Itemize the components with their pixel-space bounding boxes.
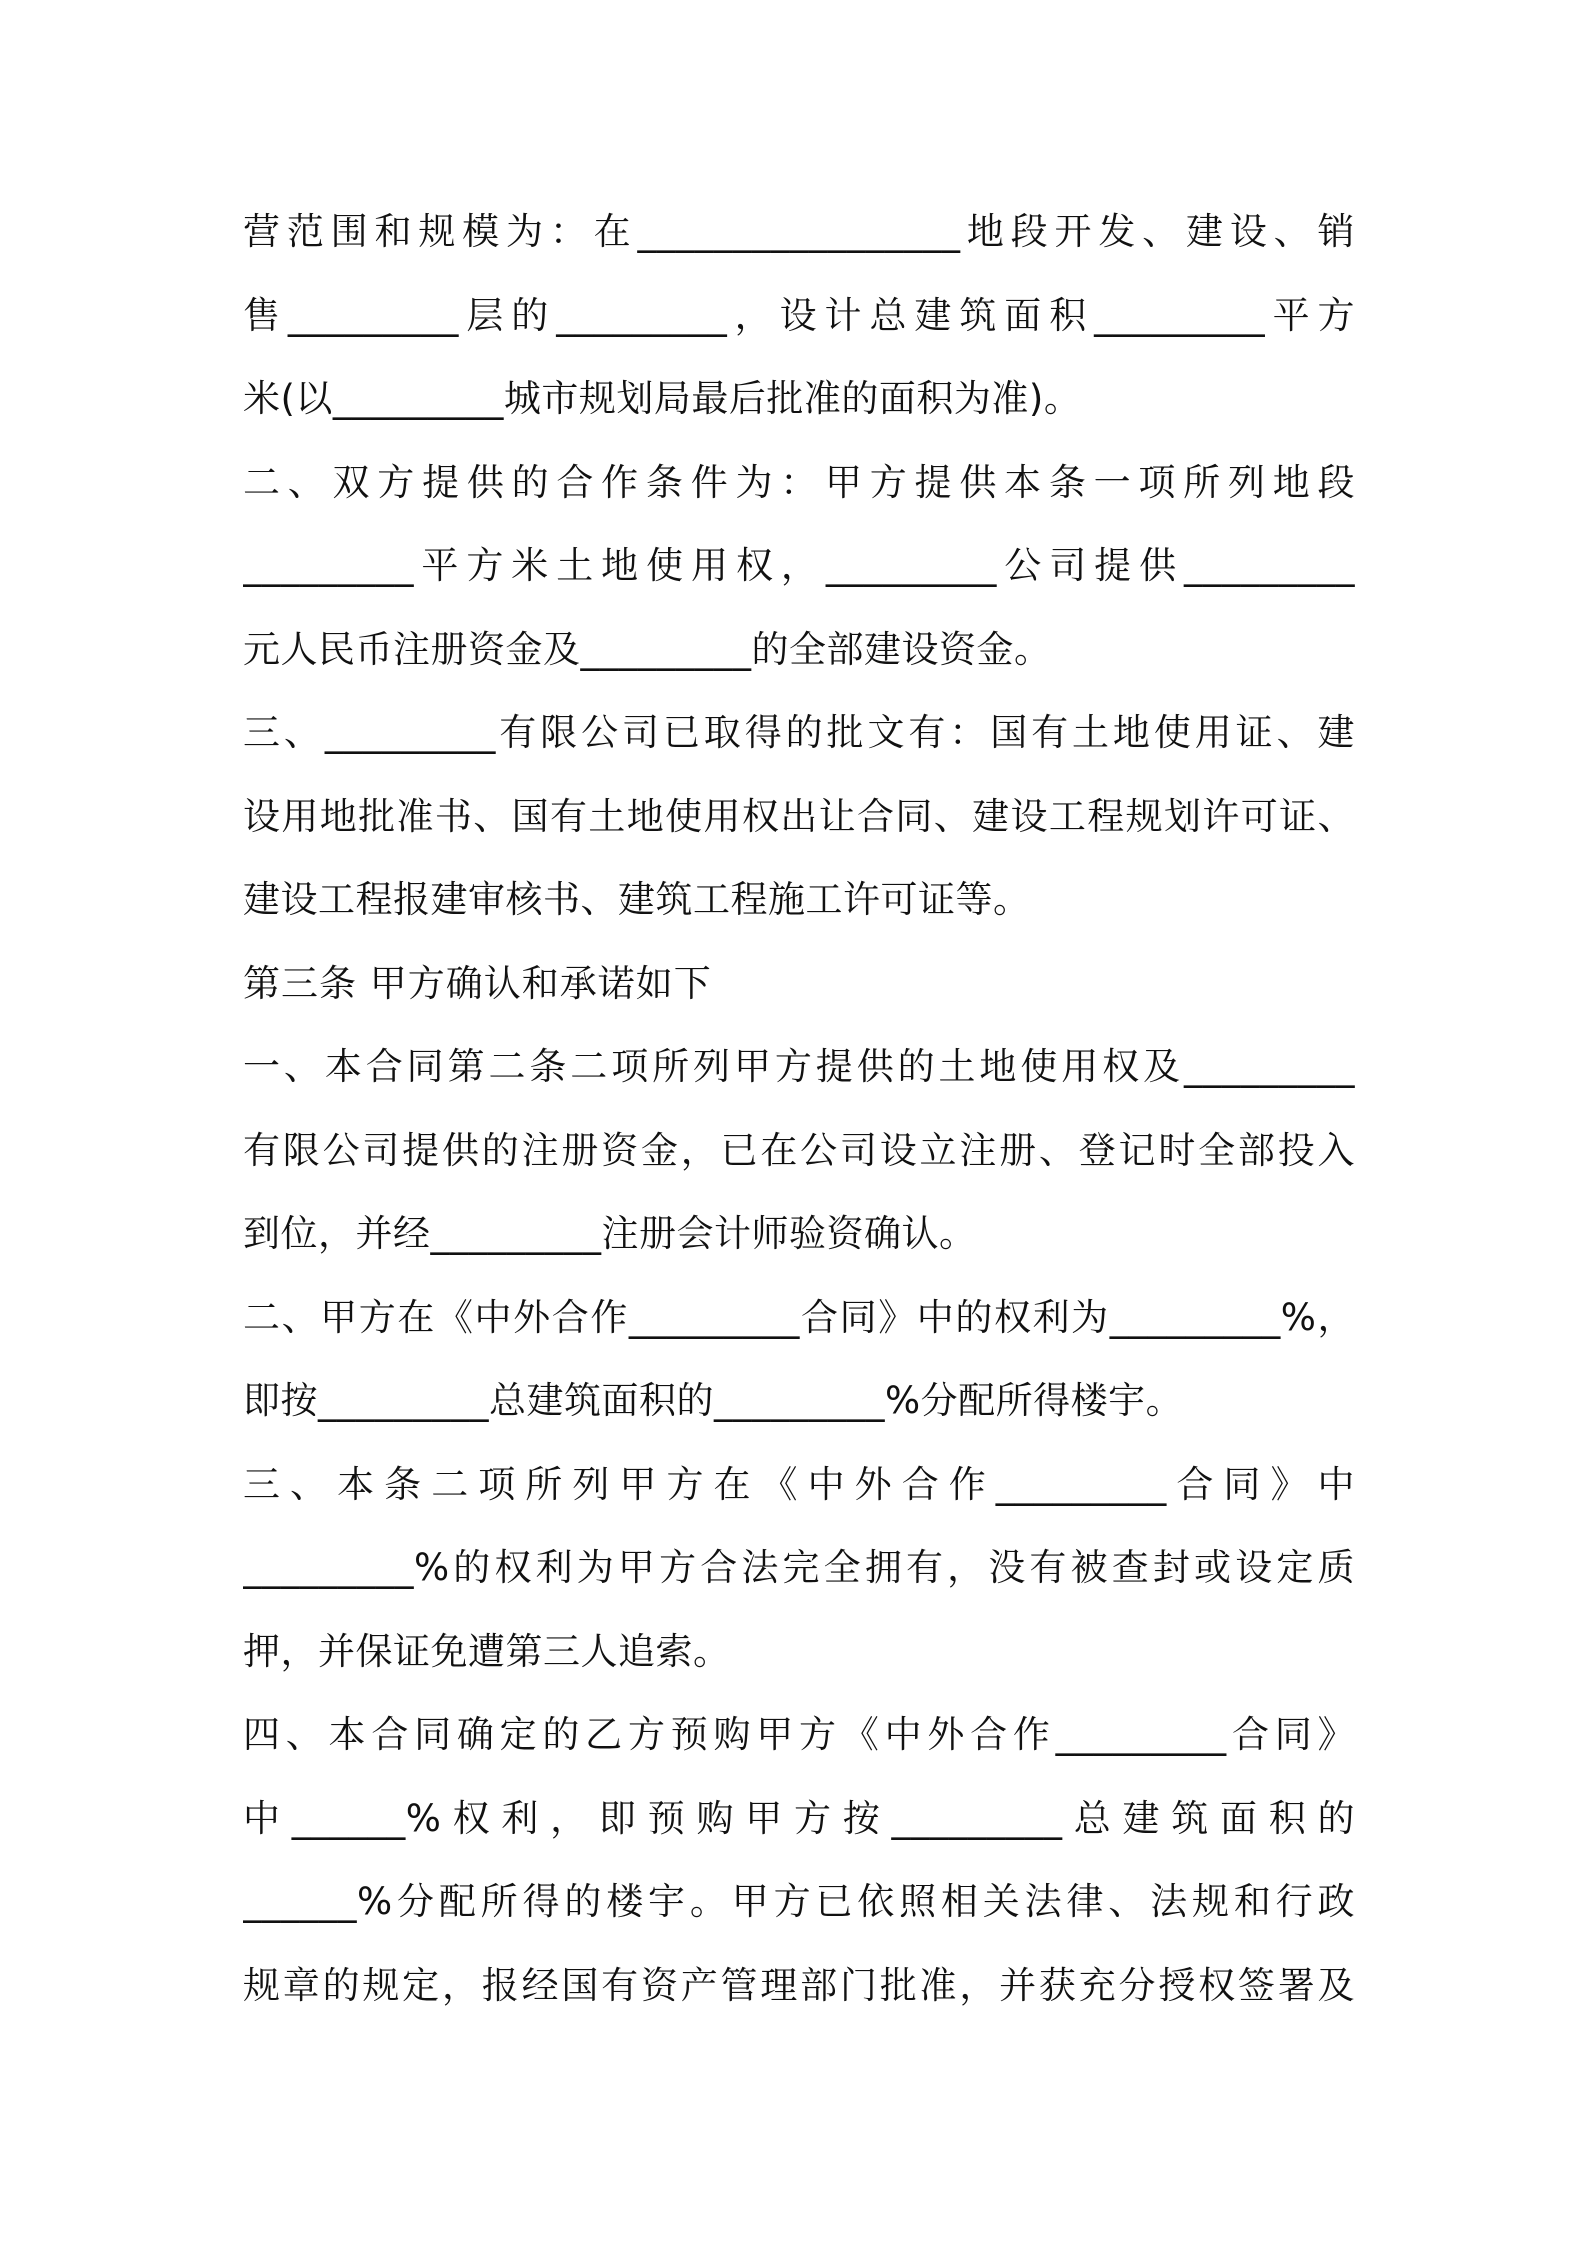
text-line: ______%分配所得的楼宇。甲方已依照相关法律、法规和行政 <box>243 1880 1355 1923</box>
text-line: 建设工程报建审核书、建筑工程施工许可证等。 <box>243 878 1031 921</box>
text-line: 售_________层的_________，设计总建筑面积_________平方 <box>243 293 1355 337</box>
text-line: 规章的规定，报经国有资产管理部门批准，并获充分授权签署及 <box>243 1963 1355 2007</box>
text-line: 米(以_________城市规划局最后批准的面积为准)。 <box>243 377 1082 420</box>
text-line: 元人民币注册资金及_________的全部建设资金。 <box>243 627 1052 671</box>
text-line: _________%的权利为甲方合法完全拥有，没有被查封或设定质 <box>243 1546 1355 1589</box>
text-line: 二、双方提供的合作条件为：甲方提供本条一项所列地段 <box>243 460 1355 504</box>
text-line: 有限公司提供的注册资金，已在公司设立注册、登记时全部投入 <box>243 1128 1355 1172</box>
text-line: _________平方米土地使用权，_________公司提供_________ <box>243 544 1355 587</box>
text-line: 设用地批准书、国有土地使用权出让合同、建设工程规划许可证、 <box>243 794 1355 838</box>
text-line: 营范围和规模为：在_________________地段开发、建设、销 <box>243 210 1355 253</box>
text-line: 即按_________总建筑面积的_________%分配所得楼宇。 <box>243 1379 1184 1422</box>
text-line: 中______%权利，即预购甲方按_________总建筑面积的 <box>243 1796 1355 1840</box>
contract-text <box>243 190 1363 2027</box>
text-line: 三、_________有限公司已取得的批文有：国有土地使用证、建 <box>243 711 1355 754</box>
text-line: 一、本合同第二条二项所列甲方提供的土地使用权及_________ <box>243 1045 1355 1088</box>
text-line: 到位，并经_________注册会计师验资确认。 <box>243 1212 977 1255</box>
text-line: 二、甲方在《中外合作_________合同》中的权利为_________%， <box>243 1295 1355 1339</box>
text-line: 押，并保证免遭第三人追索。 <box>243 1629 731 1673</box>
text-line: 三、本条二项所列甲方在《中外合作_________合同》中 <box>243 1462 1355 1506</box>
section-heading: 第三条 甲方确认和承诺如下 <box>243 961 712 1005</box>
text-line: 四、本合同确定的乙方预购甲方《中外合作_________合同》 <box>243 1713 1355 1756</box>
